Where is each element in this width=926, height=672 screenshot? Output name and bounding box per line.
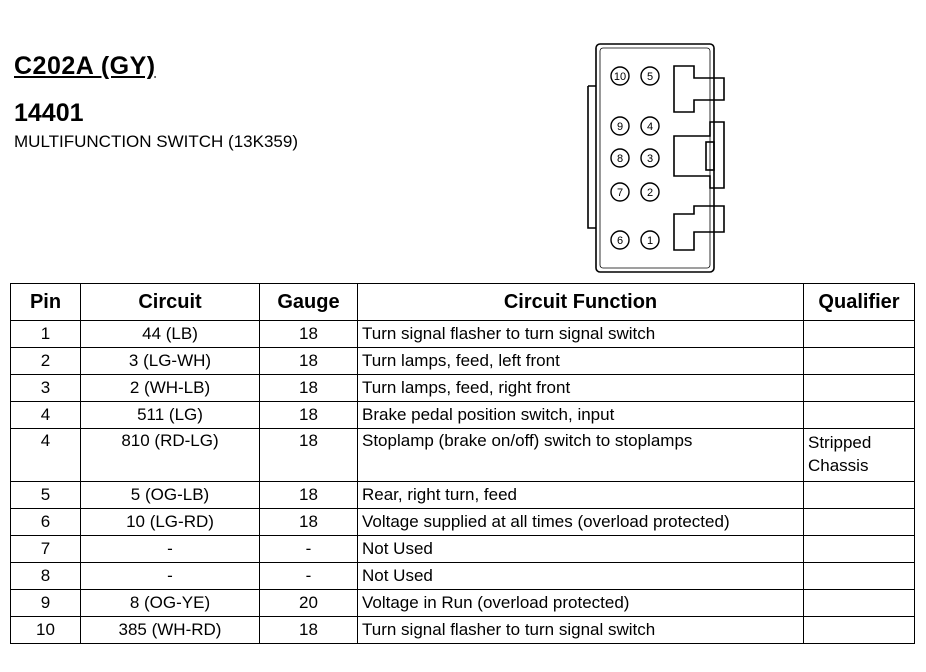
pin-cell: 4: [11, 429, 81, 482]
svg-text:9: 9: [616, 121, 624, 133]
pin-5: [641, 67, 659, 85]
svg-text:5: 5: [646, 71, 654, 83]
svg-text:1: 1: [646, 235, 654, 247]
pin-4: [641, 117, 659, 135]
qualifier-cell: [804, 482, 915, 509]
gauge-cell: 18: [260, 509, 358, 536]
gauge-cell: 18: [260, 429, 358, 482]
gauge-cell: 18: [260, 482, 358, 509]
table-header-row: [11, 284, 915, 321]
connector-lock-tab: [674, 122, 724, 188]
function-cell: Turn lamps, feed, left front: [358, 348, 804, 375]
pin-cell: 6: [11, 509, 81, 536]
circuit-cell: 44 (LB): [81, 321, 260, 348]
gauge-cell: 20: [260, 590, 358, 617]
function-cell: Turn lamps, feed, right front: [358, 375, 804, 402]
header-qualifier: Qualifier: [804, 284, 915, 321]
pin-cell: 4: [11, 402, 81, 429]
qualifier-cell: [804, 429, 915, 482]
circuit-cell: -: [81, 563, 260, 590]
qualifier-cell: [804, 348, 915, 375]
pin-6: [611, 231, 629, 249]
connector-left-rib: [588, 86, 596, 228]
gauge-cell: -: [260, 536, 358, 563]
function-cell: Not Used: [358, 563, 804, 590]
function-cell: Stoplamp (brake on/off) switch to stoplamps: [358, 429, 804, 482]
header-gauge: Gauge: [260, 284, 358, 321]
function-cell: Turn signal flasher to turn signal switch: [358, 617, 804, 644]
pin-3: [641, 149, 659, 167]
svg-text:6: 6: [616, 235, 624, 247]
function-cell: Rear, right turn, feed: [358, 482, 804, 509]
table-row: [11, 590, 915, 617]
gauge-cell: 18: [260, 375, 358, 402]
function-cell: Turn signal flasher to turn signal switch: [358, 321, 804, 348]
qualifier-cell: [804, 590, 915, 617]
pin-2: [641, 183, 659, 201]
table-row: [11, 563, 915, 590]
gauge-cell: 18: [260, 402, 358, 429]
circuit-cell: 511 (LG): [81, 402, 260, 429]
connector-face-diagram: [570, 38, 750, 278]
circuit-cell: 8 (OG-YE): [81, 590, 260, 617]
table-row: [11, 402, 915, 429]
table-row: [11, 348, 915, 375]
pin-table: [10, 283, 915, 644]
pin-cell: 8: [11, 563, 81, 590]
connector-title: C202A (GY): [14, 52, 156, 80]
header-circuit: Circuit: [81, 284, 260, 321]
qualifier-cell: [804, 402, 915, 429]
table-row: [11, 617, 915, 644]
svg-text:8: 8: [616, 153, 624, 165]
table-row: [11, 482, 915, 509]
circuit-cell: 5 (OG-LB): [81, 482, 260, 509]
circuit-cell: 2 (WH-LB): [81, 375, 260, 402]
qualifier-cell: [804, 375, 915, 402]
qualifier-cell: [804, 509, 915, 536]
svg-text:10: 10: [613, 71, 627, 83]
svg-text:3: 3: [646, 153, 654, 165]
circuit-cell: -: [81, 536, 260, 563]
function-cell: Not Used: [358, 536, 804, 563]
circuit-cell: 810 (RD-LG): [81, 429, 260, 482]
part-number: 14401: [14, 99, 84, 127]
table-row: [11, 429, 915, 482]
qualifier-cell: [804, 563, 915, 590]
table-row: [11, 375, 915, 402]
function-cell: Voltage supplied at all times (overload protected): [358, 509, 804, 536]
connector-lower-latch: [674, 206, 724, 250]
pin-cell: 7: [11, 536, 81, 563]
pin-cell: 3: [11, 375, 81, 402]
pin-cell: 9: [11, 590, 81, 617]
qualifier-cell: [804, 536, 915, 563]
table-row: [11, 509, 915, 536]
connector-upper-latch: [674, 66, 724, 112]
header-pin: Pin: [11, 284, 81, 321]
pin-7: [611, 183, 629, 201]
circuit-cell: 10 (LG-RD): [81, 509, 260, 536]
svg-text:4: 4: [646, 121, 654, 133]
qualifier-line: Stripped: [808, 433, 872, 452]
qualifier-cell: [804, 321, 915, 348]
pin-cell: 10: [11, 617, 81, 644]
connector-description: MULTIFUNCTION SWITCH (13K359): [14, 132, 298, 151]
gauge-cell: -: [260, 563, 358, 590]
pin-8: [611, 149, 629, 167]
pin-cell: 2: [11, 348, 81, 375]
pin-1: [641, 231, 659, 249]
pin-9: [611, 117, 629, 135]
qualifier-line: Chassis: [808, 456, 869, 475]
function-cell: Brake pedal position switch, input: [358, 402, 804, 429]
circuit-cell: 385 (WH-RD): [81, 617, 260, 644]
table-row: [11, 321, 915, 348]
circuit-cell: 3 (LG-WH): [81, 348, 260, 375]
qualifier-cell: [804, 617, 915, 644]
function-cell: Voltage in Run (overload protected): [358, 590, 804, 617]
pin-10: [611, 67, 629, 85]
gauge-cell: 18: [260, 617, 358, 644]
table-row: [11, 536, 915, 563]
svg-text:7: 7: [616, 187, 624, 199]
gauge-cell: 18: [260, 348, 358, 375]
pin-cell: 5: [11, 482, 81, 509]
pin-cell: 1: [11, 321, 81, 348]
svg-text:2: 2: [646, 187, 654, 199]
gauge-cell: 18: [260, 321, 358, 348]
header-circuit-function: Circuit Function: [358, 284, 804, 321]
